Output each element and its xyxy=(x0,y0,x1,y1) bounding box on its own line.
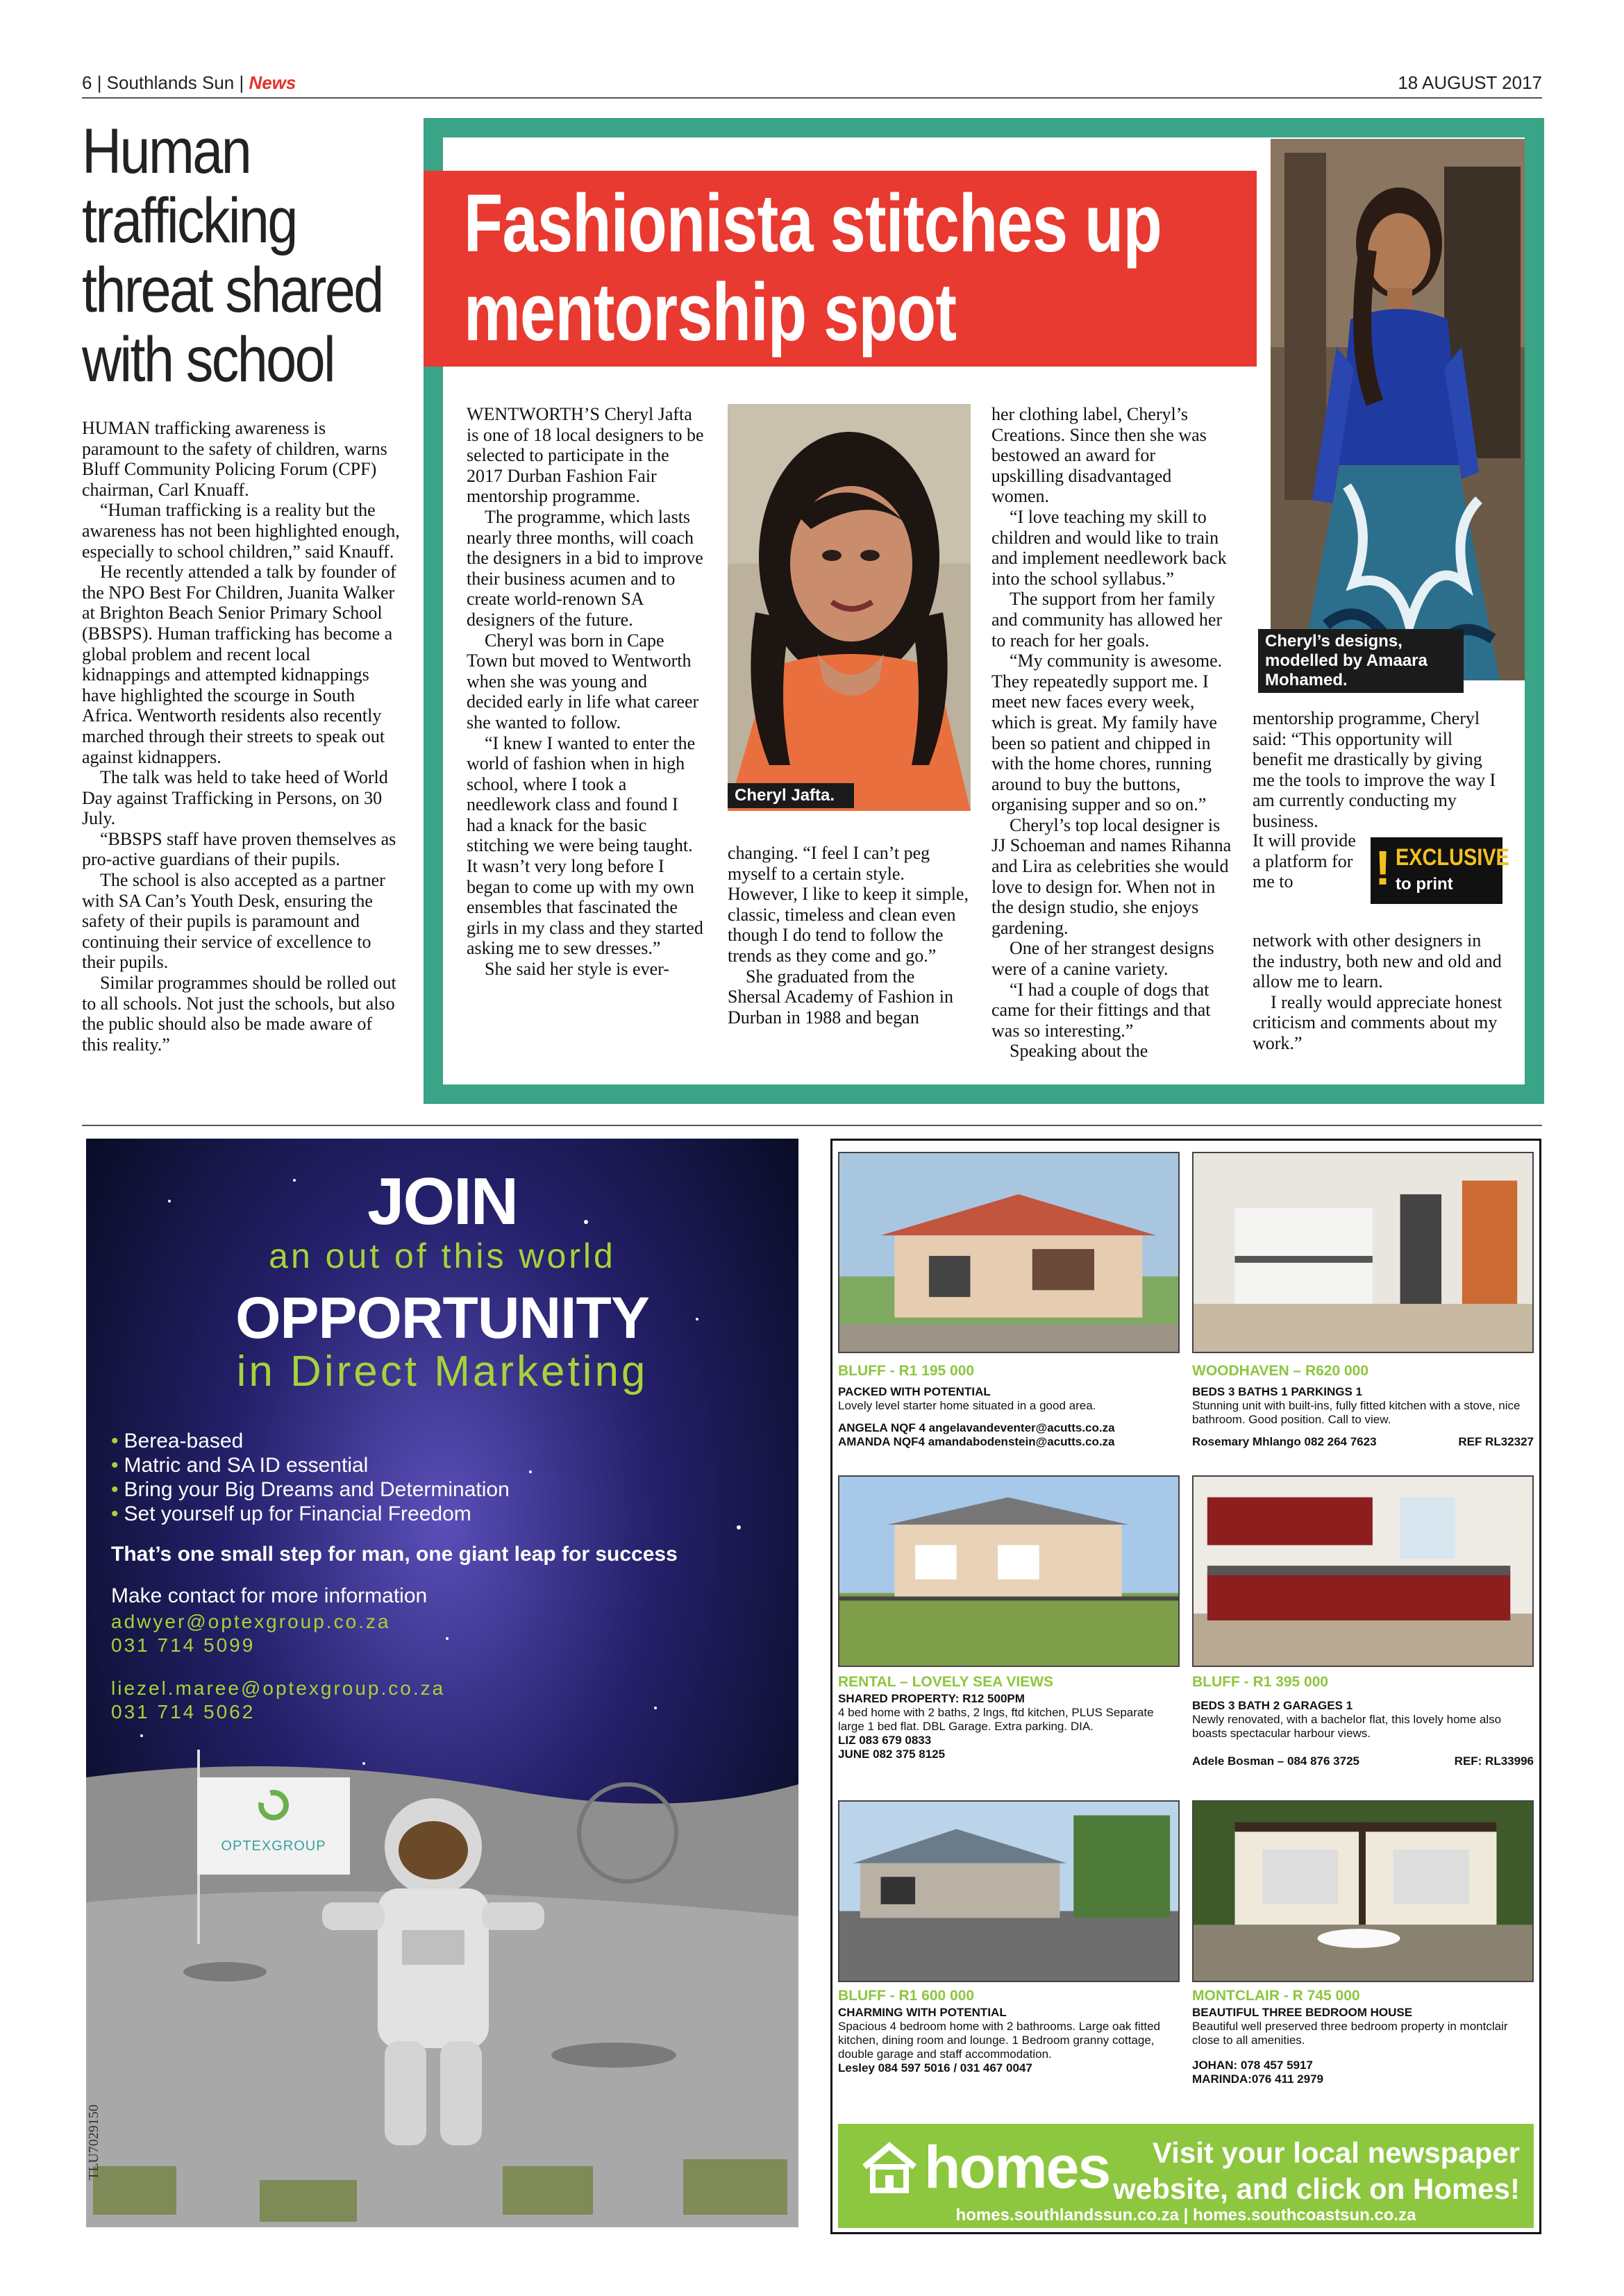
paragraph: WENTWORTH’S Cheryl Jafta is one of 18 local designers to be selected to participate in the 2017 Durban Fashion Fair mentorship programme. xyxy=(467,404,704,507)
listing-ref: REF RL32327 xyxy=(1458,1435,1534,1448)
listing-title: BLUFF - R1 395 000 xyxy=(1192,1674,1329,1690)
paragraph: network with other designers in the industry, both new and old and allow me to learn. xyxy=(1253,930,1502,992)
ad-code: TLU7029150 xyxy=(86,2104,101,2180)
paragraph: The talk was held to take heed of World Day against Trafficking in Persons, on 30 July. xyxy=(82,767,388,829)
feature-column-4-top xyxy=(1253,708,1502,832)
list-item: • Matric and SA ID essential xyxy=(111,1454,369,1477)
listing-title: MONTCLAIR - R 745 000 xyxy=(1192,1988,1360,2004)
listing-contact: Rosemary Mhlango 082 264 7623 xyxy=(1192,1435,1377,1448)
paragraph: Speaking about the xyxy=(1010,1041,1148,1062)
listing-card[interactable] xyxy=(1192,1152,1534,1457)
optex-opportunity: OPPORTUNITY xyxy=(235,1285,649,1350)
listing-photo xyxy=(1192,1475,1534,1667)
homes-banner[interactable] xyxy=(838,2124,1534,2228)
paragraph: Cheryl was born in Cape Town but moved to Wentworth when she was young and decided early in life what career she wanted to follow. xyxy=(467,630,699,732)
listing-title: WOODHAVEN – R620 000 xyxy=(1192,1363,1369,1379)
feature-column-4-wrap xyxy=(1253,830,1364,892)
section-name: News xyxy=(249,72,296,93)
paragraph: “My community is awesome. They repeatedly support me. I meet new faces every week, which is great. My family have been so patient and chipped in with the home chores, running around to buy the buttons, organising supper and so on.” xyxy=(991,651,1223,815)
listing-details: BEDS 3 BATH 2 GARAGES 1 Newly renovated, with a bachelor flat, this lovely home also boasts spectacular harbour views. Adele Bosman – 084 876 3725 REF: RL33996 xyxy=(1192,1699,1534,1768)
paragraph: The programme, which lasts nearly three months, will coach the designers in a bid to improve their business acumen and to create world-renown SA designers of the future. xyxy=(467,506,703,630)
feature-column-2 xyxy=(728,843,971,1028)
paragraph: She graduated from the Shersal Academy of Fashion in Durban in 1988 and began xyxy=(728,966,953,1028)
left-story-body xyxy=(82,418,400,1055)
optex-flag xyxy=(197,1777,350,1875)
listing-photo xyxy=(838,1152,1180,1353)
homes-brand: homes xyxy=(924,2134,1110,2201)
listing-card[interactable] xyxy=(838,1800,1180,2113)
listing-card[interactable] xyxy=(838,1475,1180,1781)
feature-column-3 xyxy=(991,404,1232,1062)
caption-cheryl: Cheryl Jafta. xyxy=(728,783,854,808)
paragraph: The school is also accepted as a partner with SA Can’s Youth Desk, ensuring the safety of their pupils is paramount and continuing their service of excellence to their pupils. xyxy=(82,870,385,973)
optex-bullets xyxy=(111,1429,510,1526)
exclusive-badge xyxy=(1371,837,1509,904)
paragraph: changing. “I feel I can’t peg myself to a certain style. However, I like to keep it simple, classic, timeless and clean even though I do tend to follow the trends as they come and go.” xyxy=(728,843,969,966)
paragraph: The support from her family and community has allowed her to reach for her goals. xyxy=(991,589,1223,651)
listing-photo xyxy=(838,1800,1180,1982)
optex-contact-prompt: Make contact for more information xyxy=(111,1584,428,1607)
page-number: 6 xyxy=(82,72,92,93)
header-rule xyxy=(82,97,1542,99)
paragraph: “I had a couple of dogs that came for their fittings and that was so interesting.” xyxy=(991,979,1211,1041)
list-item: • Set yourself up for Financial Freedom xyxy=(111,1502,471,1525)
paragraph: “I knew I wanted to enter the world of fashion when in high school, where I took a needlework class and found I had a knack for the basic stitching we were being taught. It wasn’t very long before I began to come up with my own ensembles that fascinated the girls in my class and they started asking me to sew dresses.” xyxy=(467,732,703,959)
listing-title: BLUFF - R1 600 000 xyxy=(838,1988,975,2004)
exclusive-sub: to print xyxy=(1396,875,1453,894)
listing-details: BEDS 3 BATHS 1 PARKINGS 1 Stunning unit with built-ins, fully fitted kitchen with a stove, nice bathroom. Good position. Call to view. Rosemary Mhlango 082 264 7623 REF RL32327 xyxy=(1192,1385,1534,1448)
listing-card[interactable] xyxy=(838,1152,1180,1457)
paragraph: Similar programmes should be rolled out to all schools. Not just the schools, but also the public should also be made aware of this reality.” xyxy=(82,973,396,1055)
listing-title: BLUFF - R1 195 000 xyxy=(838,1363,975,1379)
paragraph: “Human trafficking is a reality but the awareness has not been highlighted enough, especially to school children,” said Knauff. xyxy=(82,500,400,562)
list-item: • Berea-based xyxy=(111,1430,244,1452)
listing-details: BEAUTIFUL THREE BEDROOM HOUSE Beautiful well preserved three bedroom property in montclair close to all amenities. JOHAN: 078 457 5917 MARINDA:076 411 2979 xyxy=(1192,2006,1508,2086)
listing-photo xyxy=(1192,1800,1534,1982)
optex-direct-marketing: in Direct Marketing xyxy=(236,1348,648,1396)
cheryl-jafta-photo xyxy=(728,404,971,811)
list-item: • Bring your Big Dreams and Determination xyxy=(111,1478,510,1501)
optex-join: JOIN xyxy=(367,1164,518,1239)
paragraph: her clothing label, Cheryl’s Creations. Since then she was bestowed an award for upskilling disadvantaged women. xyxy=(991,404,1207,507)
optex-email-1[interactable]: adwyer@optexgroup.co.za xyxy=(111,1611,391,1632)
paragraph: He recently attended a talk by founder of the NPO Best For Children, Juanita Walker at Brighton Beach Senior Primary School (BBSPS). Human trafficking has become a global problem and recent local kidnappings and attempted kidnappings have highlighted the scourge in South Africa. Wentworth residents also recently marched through their streets to speak out against kidnappers. xyxy=(82,562,396,767)
optex-logo-text: OPTEXGROUP xyxy=(221,1838,326,1854)
listing-title: RENTAL – LOVELY SEA VIEWS xyxy=(838,1674,1054,1690)
paragraph: mentorship programme, Cheryl said: “This opportunity will benefit me drastically by giving me the tools to improve the way I am currently conducting my business. xyxy=(1253,708,1496,831)
paragraph: It will provide a platform for me to xyxy=(1253,830,1356,892)
listing-contact: Adele Bosman – 084 876 3725 xyxy=(1192,1754,1359,1768)
house-icon xyxy=(862,2142,917,2193)
optex-advert xyxy=(86,1139,798,2227)
listing-photo xyxy=(838,1475,1180,1667)
listing-photo xyxy=(1192,1152,1534,1353)
paragraph: I really would appreciate honest criticism and comments about my work.” xyxy=(1253,991,1502,1053)
caption-designs: Cheryl’s designs, modelled by Amaara Mohamed. xyxy=(1258,629,1464,693)
paragraph: “BBSPS staff have proven themselves as pro-active guardians of their pupils. xyxy=(82,828,396,870)
homes-visit-message: Visit your local newspaper website, and click on Homes! xyxy=(1113,2136,1520,2205)
optex-tagline: That’s one small step for man, one giant leap for success xyxy=(111,1543,678,1566)
listing-card[interactable] xyxy=(1192,1475,1534,1781)
paper-name: Southlands Sun xyxy=(106,72,235,93)
issue-date: 18 AUGUST 2017 xyxy=(1398,72,1542,93)
optex-phone-1: 031 714 5099 xyxy=(111,1634,256,1656)
paragraph: “I love teaching my skill to children and would like to train and implement needlework back into the school syllabus.” xyxy=(991,506,1227,589)
listing-card[interactable] xyxy=(1192,1800,1534,2113)
paragraph: HUMAN trafficking awareness is paramount to the safety of children, warns Bluff Community Policing Forum (CPF) chairman, Carl Knuaff. xyxy=(82,418,387,500)
feature-column-1 xyxy=(467,404,707,980)
paragraph: She said her style is ever- xyxy=(485,959,669,980)
page-header-left: 6 | Southlands Sun | News xyxy=(82,72,296,93)
listing-details: CHARMING WITH POTENTIAL Spacious 4 bedroom home with 2 bathrooms. Large oak fitted kitchen, dining room and lounge. 1 Bedroom granny cottage, double garage and staff accommodation. Lesley 084 597 5016 / 031 467 0047 xyxy=(838,2006,1160,2075)
optex-email-2[interactable]: liezel.maree@optexgroup.co.za xyxy=(111,1677,446,1699)
listing-ref: REF: RL33996 xyxy=(1454,1754,1534,1768)
listing-details: SHARED PROPERTY: R12 500PM 4 bed home with 2 baths, 2 lngs, ftd kitchen, PLUS Separate large 1 bed flat. DBL Garage. Extra parking. DIA. LIZ 083 679 0833 JUNE 082 375 8125 xyxy=(838,1692,1154,1761)
exclamation-icon: ! xyxy=(1375,841,1391,895)
optex-phone-2: 031 714 5062 xyxy=(111,1701,256,1723)
homes-advert xyxy=(830,1139,1541,2234)
feature-headline: Fashionista stitches up mentorship spot xyxy=(464,178,1162,358)
exclusive-word: EXCLUSIVE xyxy=(1396,844,1509,871)
feature-column-4-bottom xyxy=(1253,930,1502,1054)
optex-out-of-world: an out of this world xyxy=(269,1237,616,1275)
paragraph: One of her strangest designs were of a canine variety. xyxy=(991,938,1214,980)
optex-logo-icon xyxy=(257,1788,290,1822)
left-story-headline: Human trafficking threat shared with school xyxy=(82,116,383,395)
paragraph: Cheryl’s top local designer is JJ Schoeman and names Rihanna and Lira as celebrities she would love to design for. When not in the design studio, she enjoys gardening. xyxy=(991,814,1232,938)
section-rule xyxy=(82,1125,1542,1126)
model-photo xyxy=(1271,139,1525,680)
listing-details: PACKED WITH POTENTIAL Lovely level starter home situated in a good area. ANGELA NQF 4 angelavandeventer@acutts.co.za AMANDA NQF4 amandabodenstein@acutts.co.za xyxy=(838,1385,1115,1448)
homes-urls[interactable]: homes.southlandssun.co.za | homes.southcoastsun.co.za xyxy=(955,2206,1416,2224)
